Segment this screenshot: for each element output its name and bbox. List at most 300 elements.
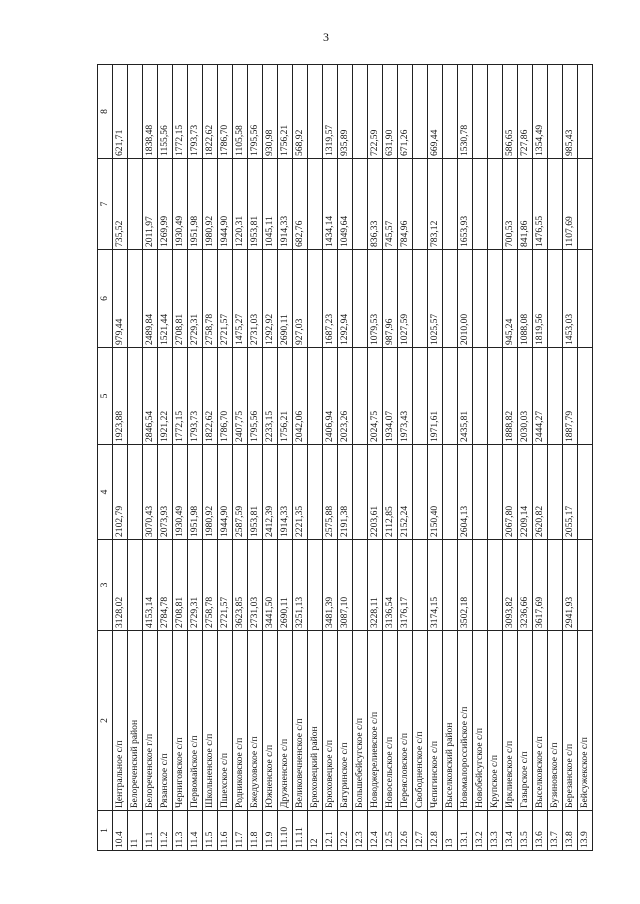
value-cell [128, 348, 143, 445]
table-row [503, 65, 518, 851]
table-row [398, 65, 413, 851]
table-row [488, 65, 503, 851]
value-cell: 2073,93 [158, 445, 173, 540]
value-cell [443, 65, 458, 159]
value-cell [413, 348, 428, 445]
settlement-name-cell: Школьненское с/п [203, 631, 218, 811]
table-row [518, 65, 533, 851]
row-number-cell: 13 [443, 811, 458, 851]
table-row [113, 65, 128, 851]
settlement-name-cell: Пшехское с/п [218, 631, 233, 811]
value-cell: 735,52 [113, 159, 128, 250]
value-cell: 1944,90 [218, 445, 233, 540]
row-number-cell: 12.6 [398, 811, 413, 851]
settlement-name-cell: Березанское с/п [563, 631, 578, 811]
value-cell: 568,92 [293, 65, 308, 159]
value-cell: 1953,81 [248, 445, 263, 540]
table-row [353, 65, 368, 851]
value-cell: 2209,14 [518, 445, 533, 540]
value-cell: 1653,93 [458, 159, 473, 250]
value-cell [443, 159, 458, 250]
value-cell: 2690,11 [278, 250, 293, 348]
value-cell: 1887,79 [563, 348, 578, 445]
value-cell: 3093,82 [503, 540, 518, 631]
value-cell: 2406,94 [323, 348, 338, 445]
row-number-cell: 13.2 [473, 811, 488, 851]
settlement-name-cell: Крупское с/п [488, 631, 503, 811]
value-cell [548, 445, 563, 540]
value-cell: 2941,93 [563, 540, 578, 631]
value-cell: 745,57 [383, 159, 398, 250]
value-cell: 1292,94 [338, 250, 353, 348]
value-cell: 3236,66 [518, 540, 533, 631]
value-cell: 722,59 [368, 65, 383, 159]
row-number-cell: 12.4 [368, 811, 383, 851]
value-cell: 2067,80 [503, 445, 518, 540]
row-number-cell: 12.5 [383, 811, 398, 851]
table-row [248, 65, 263, 851]
value-cell [128, 540, 143, 631]
settlement-name-cell: Новосельское с/п [383, 631, 398, 811]
value-cell: 930,98 [263, 65, 278, 159]
row-number-cell: 13.1 [458, 811, 473, 851]
value-cell [413, 159, 428, 250]
value-cell [488, 250, 503, 348]
value-cell [578, 348, 593, 445]
value-cell: 1292,92 [263, 250, 278, 348]
table-row [233, 65, 248, 851]
settlement-name-cell: Родниковское с/п [233, 631, 248, 811]
page-number: 3 [323, 30, 329, 44]
table-row [368, 65, 383, 851]
value-cell: 1687,23 [323, 250, 338, 348]
row-number-cell: 11.5 [203, 811, 218, 851]
value-cell: 1521,44 [158, 250, 173, 348]
rotated-table-frame [97, 65, 590, 851]
row-number-cell: 11.10 [278, 811, 293, 851]
row-number-cell: 11 [128, 811, 143, 851]
value-cell: 3502,18 [458, 540, 473, 631]
value-cell: 2489,84 [143, 250, 158, 348]
row-number-cell: 11.4 [188, 811, 203, 851]
table-row [443, 65, 458, 851]
row-number-cell: 12.7 [413, 811, 428, 851]
value-cell: 1025,57 [428, 250, 443, 348]
table-row [563, 65, 578, 851]
value-cell: 985,43 [563, 65, 578, 159]
value-cell: 1930,49 [173, 445, 188, 540]
value-cell: 1475,27 [233, 250, 248, 348]
value-cell: 1980,92 [203, 159, 218, 250]
value-cell [308, 348, 323, 445]
value-cell [443, 540, 458, 631]
value-cell: 1105,58 [233, 65, 248, 159]
value-cell: 945,24 [503, 250, 518, 348]
value-cell [308, 159, 323, 250]
value-cell [488, 540, 503, 631]
value-cell: 1793,73 [188, 348, 203, 445]
value-cell [473, 445, 488, 540]
value-cell [548, 65, 563, 159]
value-cell: 1756,21 [278, 348, 293, 445]
value-cell [308, 445, 323, 540]
value-cell [548, 348, 563, 445]
row-number-cell: 11.11 [293, 811, 308, 851]
value-cell: 1107,69 [563, 159, 578, 250]
value-cell: 935,89 [338, 65, 353, 159]
value-cell: 1319,57 [323, 65, 338, 159]
value-cell: 3174,15 [428, 540, 443, 631]
value-cell [443, 348, 458, 445]
settlement-name-cell: Новоджерелиевское с/п [368, 631, 383, 811]
value-cell: 621,71 [113, 65, 128, 159]
value-cell: 2221,35 [293, 445, 308, 540]
value-cell: 1838,48 [143, 65, 158, 159]
value-cell: 2191,38 [338, 445, 353, 540]
value-cell [128, 159, 143, 250]
value-cell: 979,44 [113, 250, 128, 348]
value-cell [548, 250, 563, 348]
value-cell: 1155,56 [158, 65, 173, 159]
row-number-cell: 13.9 [578, 811, 593, 851]
value-cell: 1914,33 [278, 445, 293, 540]
value-cell: 2587,59 [233, 445, 248, 540]
value-cell [488, 445, 503, 540]
value-cell: 2023,26 [338, 348, 353, 445]
header-cell: 1 [98, 811, 113, 851]
value-cell [413, 540, 428, 631]
table-row [263, 65, 278, 851]
settlement-name-cell: Брюховецкое с/п [323, 631, 338, 811]
value-cell: 727,86 [518, 65, 533, 159]
tariff-table [97, 64, 593, 851]
value-cell: 927,03 [293, 250, 308, 348]
settlement-name-cell: Бузиновское с/п [548, 631, 563, 811]
value-cell: 841,86 [518, 159, 533, 250]
value-cell [128, 250, 143, 348]
row-number-cell: 11.8 [248, 811, 263, 851]
value-cell: 2030,03 [518, 348, 533, 445]
settlement-name-cell: Свободненское с/п [413, 631, 428, 811]
value-cell: 2055,17 [563, 445, 578, 540]
table-row [293, 65, 308, 851]
value-cell: 1930,49 [173, 159, 188, 250]
value-cell: 3623,85 [233, 540, 248, 631]
value-cell: 4153,14 [143, 540, 158, 631]
settlement-name-cell: Батуринское с/п [338, 631, 353, 811]
value-cell: 2729,31 [188, 540, 203, 631]
value-cell [308, 250, 323, 348]
value-cell: 2620,82 [533, 445, 548, 540]
value-cell: 1953,81 [248, 159, 263, 250]
value-cell: 1453,03 [563, 250, 578, 348]
value-cell: 1220,31 [233, 159, 248, 250]
table-row [143, 65, 158, 851]
value-cell: 682,76 [293, 159, 308, 250]
value-cell: 1434,14 [323, 159, 338, 250]
row-number-cell: 12.1 [323, 811, 338, 851]
value-cell: 1921,22 [158, 348, 173, 445]
row-number-cell: 13.6 [533, 811, 548, 851]
value-cell: 784,96 [398, 159, 413, 250]
value-cell: 1079,53 [368, 250, 383, 348]
value-cell: 1045,11 [263, 159, 278, 250]
value-cell: 2604,13 [458, 445, 473, 540]
value-cell [548, 159, 563, 250]
value-cell: 1914,33 [278, 159, 293, 250]
value-cell: 2731,03 [248, 250, 263, 348]
table-row [578, 65, 593, 851]
value-cell [128, 445, 143, 540]
table-row [158, 65, 173, 851]
value-cell: 2203,61 [368, 445, 383, 540]
table-body [98, 65, 593, 851]
value-cell: 2112,85 [383, 445, 398, 540]
value-cell: 1786,70 [218, 348, 233, 445]
value-cell: 1923,88 [113, 348, 128, 445]
settlement-name-cell: Первомайское с/п [188, 631, 203, 811]
value-cell [548, 540, 563, 631]
value-cell: 836,33 [368, 159, 383, 250]
row-number-cell: 11.6 [218, 811, 233, 851]
value-cell: 2150,40 [428, 445, 443, 540]
table-row [458, 65, 473, 851]
value-cell: 3176,17 [398, 540, 413, 631]
value-cell: 1476,55 [533, 159, 548, 250]
value-cell [578, 445, 593, 540]
settlement-name-cell: Чепигинское с/п [428, 631, 443, 811]
settlement-name-cell: Переясловское с/п [398, 631, 413, 811]
value-cell: 3070,43 [143, 445, 158, 540]
row-number-cell: 12.2 [338, 811, 353, 851]
value-cell: 2233,15 [263, 348, 278, 445]
value-cell: 631,90 [383, 65, 398, 159]
value-cell: 3136,54 [383, 540, 398, 631]
value-cell: 987,96 [383, 250, 398, 348]
value-cell: 2729,31 [188, 250, 203, 348]
value-cell: 2721,57 [218, 540, 233, 631]
value-cell: 1971,61 [428, 348, 443, 445]
value-cell: 2731,03 [248, 540, 263, 631]
value-cell [578, 250, 593, 348]
settlement-name-cell: Дружненское с/п [278, 631, 293, 811]
row-number-cell: 13.5 [518, 811, 533, 851]
settlement-name-cell: Черниговское с/п [173, 631, 188, 811]
row-number-cell: 11.9 [263, 811, 278, 851]
value-cell [578, 159, 593, 250]
table-row [128, 65, 143, 851]
header-cell: 8 [98, 65, 113, 159]
value-cell: 1980,92 [203, 445, 218, 540]
value-cell: 3481,39 [323, 540, 338, 631]
settlement-name-cell: Центральное с/п [113, 631, 128, 811]
settlement-name-cell: Брюховецкий район [308, 631, 323, 811]
table-row [203, 65, 218, 851]
value-cell: 2784,78 [158, 540, 173, 631]
row-number-cell: 11.2 [158, 811, 173, 851]
value-cell: 2708,81 [173, 540, 188, 631]
row-number-cell: 11.7 [233, 811, 248, 851]
value-cell: 2024,75 [368, 348, 383, 445]
table-row [383, 65, 398, 851]
value-cell: 2708,81 [173, 250, 188, 348]
row-number-cell: 13.4 [503, 811, 518, 851]
value-cell: 2575,88 [323, 445, 338, 540]
settlement-name-cell: Бейсужекское с/п [578, 631, 593, 811]
table-row [323, 65, 338, 851]
value-cell: 1819,56 [533, 250, 548, 348]
header-cell: 5 [98, 348, 113, 445]
value-cell [308, 65, 323, 159]
value-cell: 1822,62 [203, 348, 218, 445]
value-cell: 1822,62 [203, 65, 218, 159]
value-cell: 3087,10 [338, 540, 353, 631]
value-cell: 2690,11 [278, 540, 293, 631]
value-cell: 1888,82 [503, 348, 518, 445]
value-cell: 1088,08 [518, 250, 533, 348]
table-row [473, 65, 488, 851]
value-cell [473, 348, 488, 445]
value-cell: 586,65 [503, 65, 518, 159]
settlement-name-cell: Новомалороссийское с/п [458, 631, 473, 811]
settlement-name-cell: Рязанское с/п [158, 631, 173, 811]
value-cell: 3251,13 [293, 540, 308, 631]
settlement-name-cell: Великовечненское с/п [293, 631, 308, 811]
value-cell: 1951,98 [188, 159, 203, 250]
value-cell: 669,44 [428, 65, 443, 159]
value-cell: 2407,75 [233, 348, 248, 445]
value-cell [353, 540, 368, 631]
rotated-table-container [97, 65, 590, 851]
value-cell: 1786,70 [218, 65, 233, 159]
table-header-row [98, 65, 113, 851]
row-number-cell: 10.4 [113, 811, 128, 851]
table-row [188, 65, 203, 851]
value-cell: 783,12 [428, 159, 443, 250]
value-cell: 2102,79 [113, 445, 128, 540]
table-row [218, 65, 233, 851]
value-cell [488, 65, 503, 159]
row-number-cell: 12.3 [353, 811, 368, 851]
value-cell: 2721,57 [218, 250, 233, 348]
value-cell [443, 445, 458, 540]
value-cell [353, 348, 368, 445]
value-cell: 700,53 [503, 159, 518, 250]
table-row [278, 65, 293, 851]
settlement-name-cell: Южненское с/п [263, 631, 278, 811]
value-cell: 2846,54 [143, 348, 158, 445]
value-cell: 2011,97 [143, 159, 158, 250]
value-cell [473, 65, 488, 159]
value-cell: 3441,50 [263, 540, 278, 631]
value-cell: 1795,56 [248, 65, 263, 159]
value-cell [488, 159, 503, 250]
row-number-cell: 11.1 [143, 811, 158, 851]
table-row [428, 65, 443, 851]
row-number-cell: 13.7 [548, 811, 563, 851]
value-cell [578, 540, 593, 631]
value-cell: 1756,21 [278, 65, 293, 159]
settlement-name-cell: Белореченский район [128, 631, 143, 811]
value-cell: 2758,78 [203, 540, 218, 631]
value-cell [443, 250, 458, 348]
value-cell [578, 65, 593, 159]
settlement-name-cell: Выселковское с/п [533, 631, 548, 811]
value-cell: 2010,00 [458, 250, 473, 348]
table-row [338, 65, 353, 851]
value-cell [128, 65, 143, 159]
value-cell: 1944,90 [218, 159, 233, 250]
value-cell: 1934,07 [383, 348, 398, 445]
value-cell [473, 159, 488, 250]
value-cell [473, 250, 488, 348]
value-cell: 1354,49 [533, 65, 548, 159]
settlement-name-cell: Ирклиевское с/п [503, 631, 518, 811]
value-cell: 2152,24 [398, 445, 413, 540]
value-cell [413, 65, 428, 159]
header-cell: 6 [98, 250, 113, 348]
header-cell: 2 [98, 631, 113, 811]
table-row [548, 65, 563, 851]
header-cell: 3 [98, 540, 113, 631]
table-row [533, 65, 548, 851]
value-cell: 3617,69 [533, 540, 548, 631]
value-cell: 1530,78 [458, 65, 473, 159]
settlement-name-cell: Газырское с/п [518, 631, 533, 811]
value-cell [353, 65, 368, 159]
settlement-name-cell: Белореченское г/п [143, 631, 158, 811]
value-cell: 1793,73 [188, 65, 203, 159]
value-cell: 2435,81 [458, 348, 473, 445]
settlement-name-cell: Новобейсугское с/п [473, 631, 488, 811]
table-row [173, 65, 188, 851]
value-cell: 1795,56 [248, 348, 263, 445]
header-cell: 4 [98, 445, 113, 540]
value-cell [413, 250, 428, 348]
settlement-name-cell: Выселковский район [443, 631, 458, 811]
table-row [308, 65, 323, 851]
value-cell: 1951,98 [188, 445, 203, 540]
header-cell: 7 [98, 159, 113, 250]
row-number-cell: 12.8 [428, 811, 443, 851]
value-cell [488, 348, 503, 445]
value-cell: 2758,78 [203, 250, 218, 348]
row-number-cell: 11.3 [173, 811, 188, 851]
row-number-cell: 13.3 [488, 811, 503, 851]
value-cell: 2412,39 [263, 445, 278, 540]
value-cell [353, 445, 368, 540]
settlement-name-cell: Бжедуховское с/п [248, 631, 263, 811]
value-cell: 1973,43 [398, 348, 413, 445]
value-cell: 2444,27 [533, 348, 548, 445]
value-cell: 1027,59 [398, 250, 413, 348]
row-number-cell: 12 [308, 811, 323, 851]
settlement-name-cell: Большебейсугское с/п [353, 631, 368, 811]
value-cell: 2042,06 [293, 348, 308, 445]
value-cell [308, 540, 323, 631]
value-cell: 3228,11 [368, 540, 383, 631]
value-cell: 3128,02 [113, 540, 128, 631]
table-row [413, 65, 428, 851]
value-cell [473, 540, 488, 631]
value-cell [353, 250, 368, 348]
value-cell [353, 159, 368, 250]
value-cell: 1772,15 [173, 65, 188, 159]
row-number-cell: 13.8 [563, 811, 578, 851]
value-cell: 1772,15 [173, 348, 188, 445]
value-cell: 671,26 [398, 65, 413, 159]
value-cell: 1269,99 [158, 159, 173, 250]
